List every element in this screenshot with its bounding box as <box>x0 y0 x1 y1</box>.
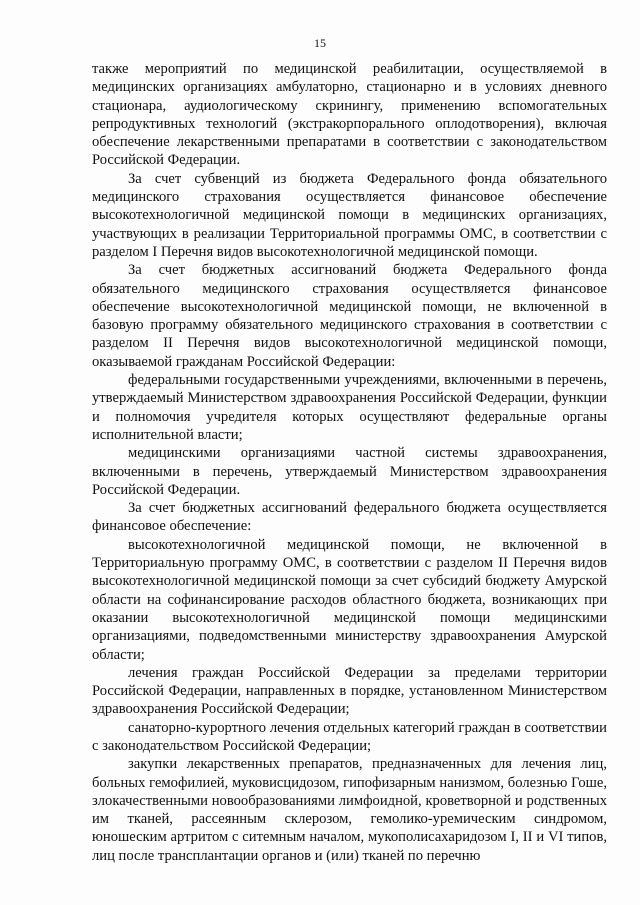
page-number: 15 <box>314 36 326 50</box>
paragraph-2: За счет субвенций из бюджета Федерального фонда обязательного медицинского страхования осуществляется финансовое обеспечение высокотехнологичной медицинской помощи в медицинских организациях, участвующих в реализации Территориальной программы ОМС, в соответствии с разделом I Перечня видов высокотехнологичной медицинской помощи. <box>92 170 607 260</box>
paragraph-5: медицинскими организациями частной системы здравоохранения, включенными в перечень, утверждаемый Министерством здравоохранения Российской Федерации. <box>92 445 607 498</box>
paragraph-8: лечения граждан Российской Федерации за пределами территории Российской Федерации, направленных в порядке, установленном Министерством здравоохранения Российской Федерации; <box>92 664 607 718</box>
paragraph-1: также мероприятий по медицинской реабилитации, осуществляемой в медицинских организациях амбулаторно, стационарно и в условиях дневного стационара, аудиологическому скринингу, применению вспомогательных репродуктивных технологий (экстракорпорального оплодотворения), включая обеспечение лекарственными препаратами в соответствии с законодательством Российской Федерации. <box>92 61 607 169</box>
body-text <box>92 60 607 865</box>
paragraph-9: санаторно-курортного лечения отдельных категорий граждан в соответствии с законодательством Российской Федерации; <box>92 719 607 754</box>
paragraph-3: За счет бюджетных ассигнований бюджета Федерального фонда обязательного медицинского страхования осуществляется финансовое обеспечение высокотехнологичной медицинской помощи, не включенной в базовую программу обязательного медицинского страхования в соответствии с разделом II Перечня видов высокотехнологичной медицинской помощи, оказываемой гражданам Российской Федерации: <box>92 262 607 370</box>
paragraph-6: За счет бюджетных ассигнований федерального бюджета осуществляется финансовое обеспечение: <box>92 500 607 535</box>
paragraph-10: закупки лекарственных препаратов, предназначенных для лечения лиц, больных гемофилией, муковисцидозом, гипофизарным нанизмом, болезнью Гоше, злокачественными новообразованиями лимфоидной, кроветворной и родственных им тканей, рассеянным склерозом, гемолико-уремическим синдромом, юношеским артритом с ситемным началом, мукополисахаридозом I, II и VI типов, лиц после трансплантации органов и (или) тканей по перечню <box>92 756 607 864</box>
paragraph-7: высокотехнологичной медицинской помощи, не включенной в Территориальную программу ОМС, в соответствии с разделом II Перечня видов высокотехнологичной медицинской помощи за счет субсидий бюджету Амурской области на софинансирование расходов областного бюджета, возникающих при оказании высокотехнологичной медицинской помощи медицинскими организациями, подведомственными министерству здравоохранения Амурской области; <box>92 536 607 663</box>
paragraph-4: федеральными государственными учреждениями, включенными в перечень, утверждаемый Министерством здравоохранения Российской Федерации, функции и полномочия учредителя которых осуществляют федеральные органы исполнительной власти; <box>92 372 607 443</box>
